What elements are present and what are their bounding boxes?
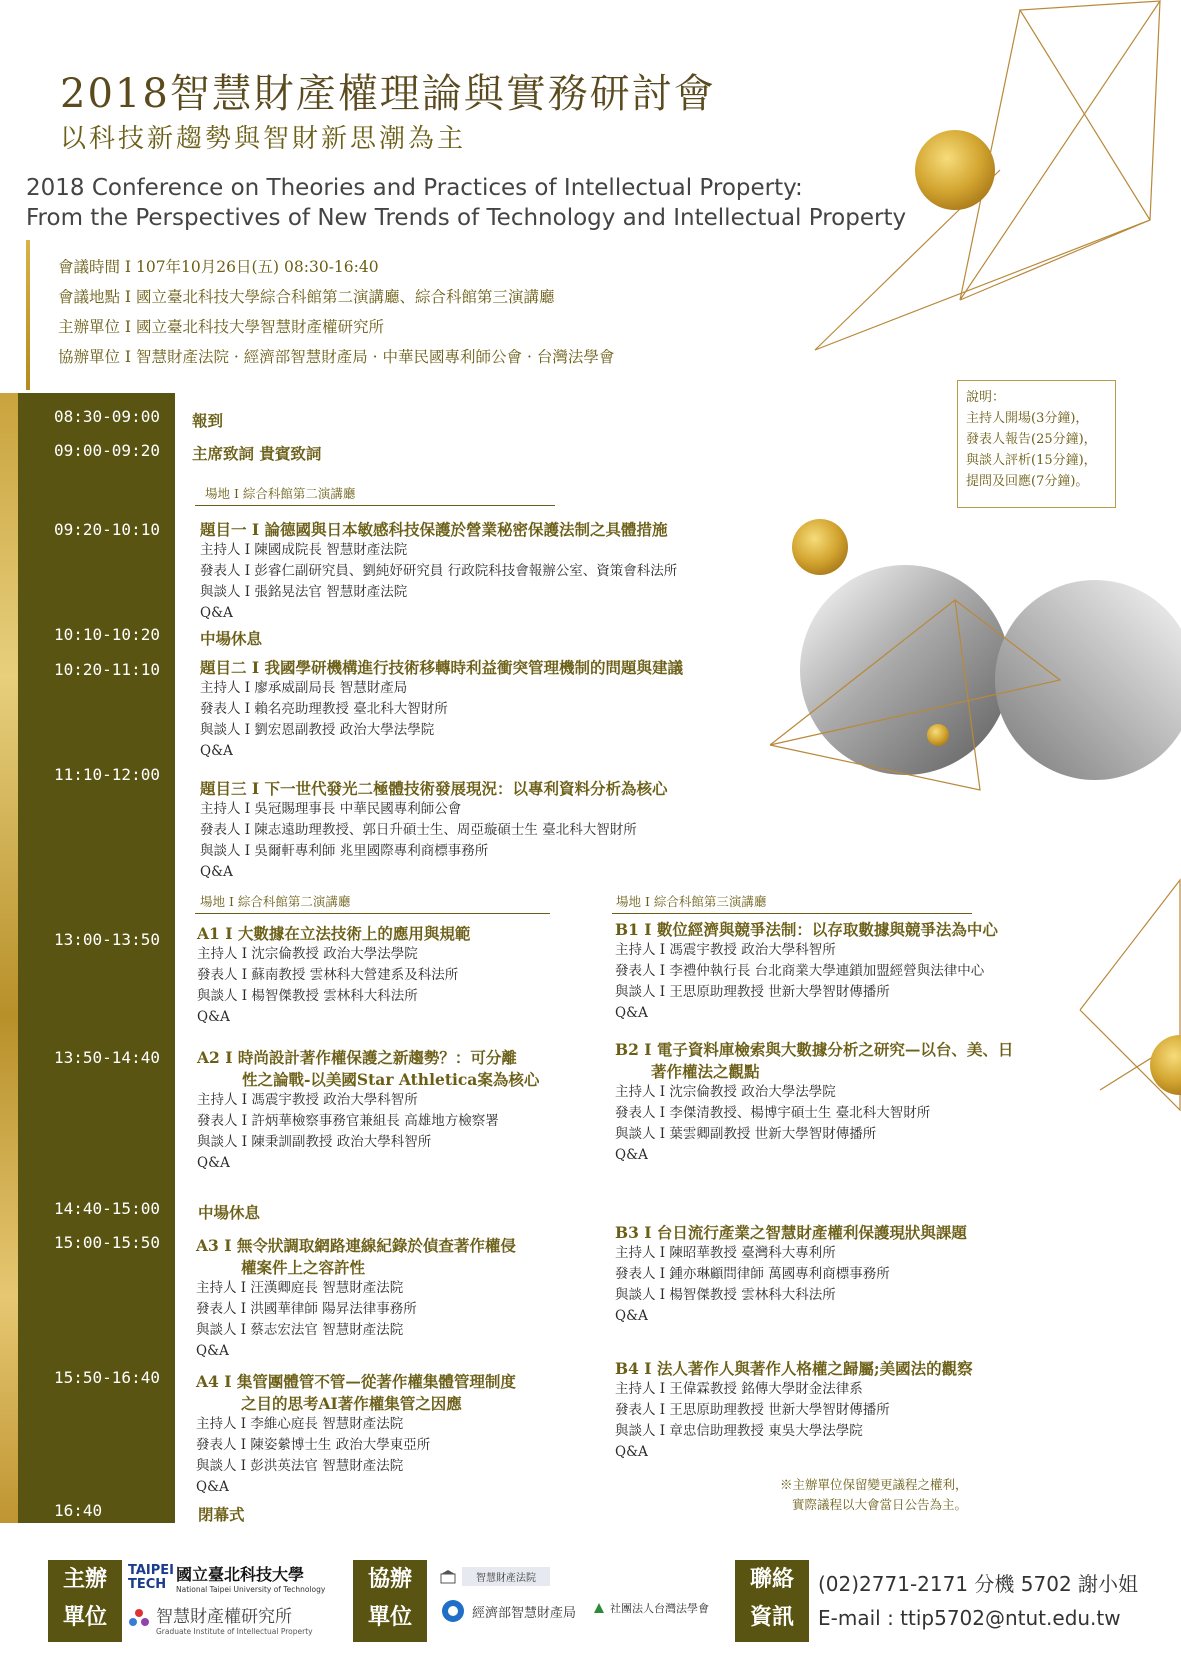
qa: Q&A <box>196 1479 229 1495</box>
discussant: 與談人 I 彭洪英法官 智慧財產法院 <box>196 1458 404 1474</box>
session-title: B4 I 法人著作人與著作人格權之歸屬;美國法的觀察 <box>615 1359 973 1378</box>
gray-sphere-left <box>800 565 1010 775</box>
note-line: 提問及回應(7分鐘)。 <box>966 474 1089 489</box>
contact-label: 聯絡 資訊 <box>735 1560 809 1642</box>
tla-mark-icon <box>592 1601 606 1615</box>
topic-title: 題目二 I 我國學研機構進行技術移轉時利益衝突管理機制的問題與建議 <box>200 658 684 677</box>
ntut-name-en: National Taipei University of Technology <box>176 1585 326 1594</box>
qa: Q&A <box>197 1009 230 1025</box>
ntut-mark: TAIPEI TECH <box>128 1563 175 1592</box>
session-a4 <box>196 1370 516 1498</box>
venue-label-a: 場地 I 綜合科館第二演講廳 <box>200 894 351 909</box>
presenter: 發表人 I 陳姿縈博士生 政治大學東亞所 <box>196 1437 431 1453</box>
session-title: B1 I 數位經濟與競爭法制：以存取數據與競爭法為中心 <box>615 920 998 939</box>
host: 主持人 I 馮震宇教授 政治大學科智所 <box>615 942 836 958</box>
gip-name-zh: 智慧財產權研究所 <box>156 1607 292 1627</box>
qa: Q&A <box>615 1308 648 1324</box>
qa: Q&A <box>200 743 233 759</box>
time-slot: 15:50-16:40 <box>54 1368 160 1387</box>
tla-logo: 社團法人台灣法學會 <box>592 1600 709 1616</box>
time-slot: 08:30-09:00 <box>54 407 160 426</box>
host: 主持人 I 沈宗倫教授 政治大學法學院 <box>615 1084 836 1100</box>
session-a3 <box>196 1234 516 1362</box>
qa: Q&A <box>615 1005 648 1021</box>
presenter: 發表人 I 蘇南教授 雲林科大營建系及科法所 <box>197 967 459 983</box>
page-subtitle: 以科技新趨勢與智財新思潮為主 <box>60 124 467 154</box>
court-logo: 智慧財產法院 <box>440 1567 550 1586</box>
gray-sphere-right <box>995 580 1181 780</box>
ntut-logo <box>128 1562 325 1594</box>
gold-circle-bottom-right <box>1150 1035 1181 1095</box>
host: 主持人 I 吳冠賜理事長 中華民國專利師公會 <box>200 801 462 817</box>
time-slot: 10:20-11:10 <box>54 660 160 679</box>
time-slot: 13:50-14:40 <box>54 1048 160 1067</box>
session-title: B2 I 電子資料庫檢索與大數據分析之研究—以台、美、日 <box>615 1040 1014 1059</box>
qa: Q&A <box>197 1155 230 1171</box>
session-b3 <box>615 1221 967 1327</box>
host: 主持人 I 汪漢卿庭長 智慧財產法院 <box>196 1280 404 1296</box>
contact-phone: (02)2771-2171 分機 5702 謝小姐 <box>818 1572 1139 1596</box>
time-slot: 15:00-15:50 <box>54 1233 160 1252</box>
time-slot: 10:10-10:20 <box>54 625 160 644</box>
gold-dot-mid <box>927 724 949 746</box>
presenter: 發表人 I 陳志遠助理教授、郭日升碩士生、周亞璇碩士生 臺北科大智財所 <box>200 822 637 838</box>
note-title: 說明： <box>966 390 1006 405</box>
info-venue: 會議地點 I 國立臺北科技大學綜合科館第二演講廳、綜合科館第三演講廳 <box>58 288 555 306</box>
qa: Q&A <box>615 1147 648 1163</box>
info-co-organizer: 協辦單位 I 智慧財產法院 · 經濟部智慧財產局 · 中華民國專利師公會 · 台灣法學會 <box>58 348 615 366</box>
opening-label: 主席致詞 貴賓致詞 <box>192 444 322 463</box>
gip-mark-icon <box>128 1608 150 1630</box>
remark-line: 實際議程以大會當日公告為主。 <box>792 1497 968 1512</box>
discussant: 與談人 I 陳秉訓副教授 政治大學科智所 <box>197 1134 432 1150</box>
organizer-label: 主辦 單位 <box>48 1560 122 1642</box>
discussant: 與談人 I 王思原助理教授 世新大學智財傳播所 <box>615 984 890 1000</box>
venue-label-b: 場地 I 綜合科館第三演講廳 <box>616 894 767 909</box>
session-a1 <box>197 922 470 1028</box>
english-title-line-2: From the Perspectives of New Trends of Technology and Intellectual Property <box>26 205 907 231</box>
discussant: 與談人 I 葉雲卿副教授 世新大學智財傳播所 <box>615 1126 877 1142</box>
contact-email[interactable]: E-mail : ttip5702@ntut.edu.tw <box>818 1606 1121 1630</box>
session-title: B3 I 台日流行產業之智慧財產權利保護現狀與課題 <box>615 1223 967 1242</box>
time-slot: 11:10-12:00 <box>54 765 160 784</box>
session-b2 <box>615 1038 1013 1166</box>
note-line: 主持人開場(3分鐘)， <box>966 411 1089 426</box>
time-strip <box>0 393 175 1523</box>
topic-title: 題目一 I 論德國與日本敏感科技保護於營業秘密保護法制之具體措施 <box>200 520 668 539</box>
gold-circle-top <box>915 130 995 210</box>
qa: Q&A <box>200 605 233 621</box>
info-time: 會議時間 I 107年10月26日(五) 08:30-16:40 <box>58 258 379 276</box>
venue-divider <box>195 505 555 506</box>
gold-circle-mid <box>792 519 848 575</box>
session-title-cont: 權案件上之容許性 <box>241 1258 366 1277</box>
qa: Q&A <box>196 1343 229 1359</box>
presenter: 發表人 I 許炳華檢察事務官兼組長 高雄地方檢察署 <box>197 1113 499 1129</box>
presenter: 發表人 I 李傑清教授、楊博宇碩士生 臺北科大智財所 <box>615 1105 931 1121</box>
discussant: 與談人 I 楊智傑教授 雲林科大科法所 <box>197 988 418 1004</box>
venue-label-morning: 場地 I 綜合科館第二演講廳 <box>205 486 356 501</box>
host: 主持人 I 馮震宇教授 政治大學科智所 <box>197 1092 418 1108</box>
court-mark-icon <box>440 1570 456 1584</box>
discussant: 與談人 I 楊智傑教授 雲林科大科法所 <box>615 1287 836 1303</box>
time-slot: 14:40-15:00 <box>54 1199 160 1218</box>
presenter: 發表人 I 王思原助理教授 世新大學智財傳播所 <box>615 1402 890 1418</box>
host: 主持人 I 廖承威副局長 智慧財產局 <box>200 680 408 696</box>
topic-3 <box>200 777 668 883</box>
break-label: 中場休息 <box>200 629 263 648</box>
time-slot: 16:40 <box>54 1501 103 1520</box>
session-title: A1 I 大數據在立法技術上的應用與規範 <box>197 924 471 943</box>
time-slot: 13:00-13:50 <box>54 930 160 949</box>
host: 主持人 I 沈宗倫教授 政治大學法學院 <box>197 946 418 962</box>
session-title: A2 I 時尚設計著作權保護之新趨勢？：可分離 <box>197 1048 517 1067</box>
checkin-label: 報到 <box>192 411 224 430</box>
venue-divider <box>195 913 550 914</box>
venue-divider <box>612 913 972 914</box>
gip-logo <box>128 1602 313 1636</box>
english-title-line-1: 2018 Conference on Theories and Practices of Intellectual Property: <box>26 175 803 201</box>
presenter: 發表人 I 賴名亮助理教授 臺北科大智財所 <box>200 701 448 717</box>
time-slot: 09:00-09:20 <box>54 441 160 460</box>
host: 主持人 I 陳昭華教授 臺灣科大專利所 <box>615 1245 836 1261</box>
discussant: 與談人 I 劉宏恩副教授 政治大學法學院 <box>200 722 435 738</box>
session-b1 <box>615 918 998 1024</box>
presenter: 發表人 I 李禮仲執行長 台北商業大學連鎖加盟經營與法律中心 <box>615 963 985 979</box>
closing-label: 閉幕式 <box>198 1505 245 1524</box>
qa: Q&A <box>615 1444 648 1460</box>
session-title-cont: 性之論戰-以美國Star Athletica案為核心 <box>242 1070 540 1089</box>
host: 主持人 I 陳國成院長 智慧財產法院 <box>200 542 408 558</box>
info-accent-bar <box>26 240 30 390</box>
note-line: 發表人報告(25分鐘)， <box>966 432 1097 447</box>
presenter: 發表人 I 鍾亦琳顧問律師 萬國專利商標事務所 <box>615 1266 890 1282</box>
topic-title: 題目三 I 下一世代發光二極體技術發展現況：以專利資料分析為核心 <box>200 779 668 798</box>
qa: Q&A <box>200 864 233 880</box>
topic-1 <box>200 518 677 624</box>
presenter: 發表人 I 彭睿仁副研究員、劉純妤研究員 行政院科技會報辦公室、資策會科法所 <box>200 563 678 579</box>
topic-2 <box>200 656 683 762</box>
session-title-cont: 著作權法之觀點 <box>651 1062 760 1081</box>
tipo-logo: 經濟部智慧財產局 <box>440 1598 576 1624</box>
time-slot: 09:20-10:10 <box>54 520 160 539</box>
ntut-name-zh: 國立臺北科技大學 <box>176 1565 305 1584</box>
co-organizer-label: 協辦 單位 <box>353 1560 427 1642</box>
discussant: 與談人 I 吳爾軒專利師 兆里國際專利商標事務所 <box>200 843 489 859</box>
info-organizer: 主辦單位 I 國立臺北科技大學智慧財產權研究所 <box>58 318 384 336</box>
remark <box>780 1475 968 1515</box>
presenter: 發表人 I 洪國華律師 陽昇法律事務所 <box>196 1301 417 1317</box>
session-title-cont: 之目的思考AI著作權集管之因應 <box>241 1394 462 1413</box>
session-b4 <box>615 1357 973 1463</box>
note-line: 與談人評析(15分鐘)， <box>966 453 1097 468</box>
gold-strip <box>0 393 18 1523</box>
host: 主持人 I 王偉霖教授 銘傳大學財金法律系 <box>615 1381 863 1397</box>
remark-line: ※主辦單位保留變更議程之權利， <box>780 1477 968 1492</box>
session-a2 <box>197 1046 539 1174</box>
break-label-afternoon: 中場休息 <box>198 1203 261 1222</box>
host: 主持人 I 李維心庭長 智慧財產法院 <box>196 1416 404 1432</box>
session-title: A4 I 集管團體管不管—從著作權集體管理制度 <box>196 1372 516 1391</box>
session-title: A3 I 無令狀調取網路連線紀錄於偵查著作權侵 <box>196 1236 516 1255</box>
discussant: 與談人 I 蔡志宏法官 智慧財產法院 <box>196 1322 404 1338</box>
discussant: 與談人 I 張銘晃法官 智慧財產法院 <box>200 584 408 600</box>
note-box <box>957 380 1116 508</box>
tipo-mark-icon <box>440 1598 466 1624</box>
discussant: 與談人 I 章忠信助理教授 東吳大學法學院 <box>615 1423 863 1439</box>
page-title: 2018智慧財產權理論與實務研討會 <box>60 71 716 117</box>
gip-name-en: Graduate Institute of Intellectual Property <box>156 1627 313 1636</box>
